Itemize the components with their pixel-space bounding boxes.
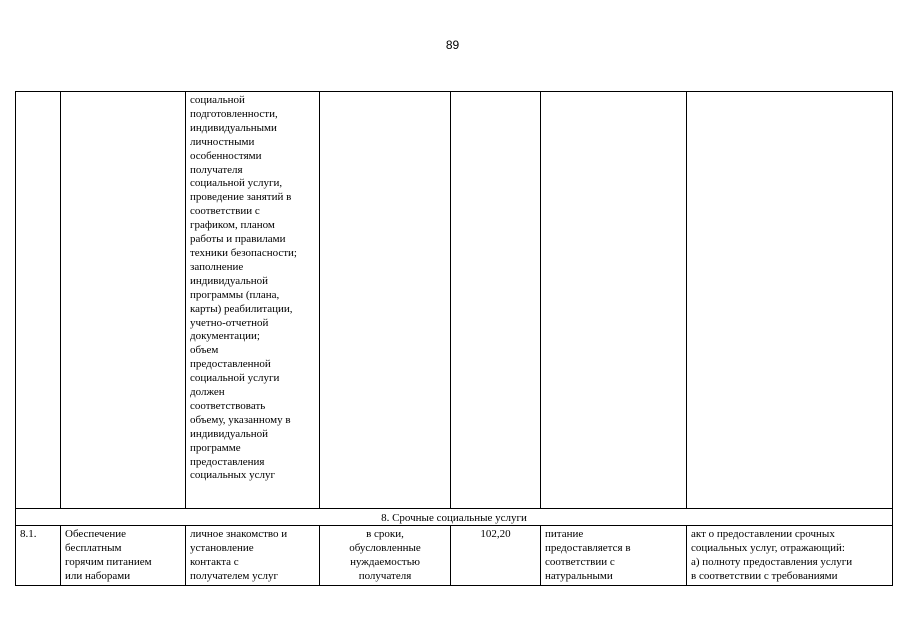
service-tariff: 102,20: [451, 526, 541, 586]
cell-tariff: [451, 92, 541, 509]
service-number: 8.1.: [16, 526, 61, 586]
services-table: [15, 91, 893, 586]
cell-number: [16, 92, 61, 509]
service-row: [16, 526, 893, 586]
section-header-row: [16, 509, 893, 526]
service-name: Обеспечение бесплатным горячим питанием или наборами: [61, 526, 186, 586]
cell-conditions: [541, 92, 687, 509]
service-description: личное знакомство и установление контакта с получателем услуг: [186, 526, 320, 586]
service-indicators: акт о предоставлении срочных социальных услуг, отражающий: а) полноту предоставления услуги в соответствии с требованиями: [687, 526, 893, 586]
cell-name: [61, 92, 186, 509]
continuation-row: [16, 92, 893, 509]
section-header: 8. Срочные социальные услуги: [16, 509, 893, 526]
cell-description: социальной подготовленности, индивидуальными личностными особенностями получателя социальной услуги, проведение занятий в соответствии с графиком, планом работы и правилами техники безопасности; заполнение индивидуальной программы (плана, карты) реабилитации, учетно-отчетной документации; объем предоставленной социальной услуги должен соответствовать объему, указанному в индивидуальной программе предоставления социальных услуг: [186, 92, 320, 509]
page-number: 89: [445, 38, 460, 52]
service-conditions: питание предоставляется в соответствии с натуральными: [541, 526, 687, 586]
cell-terms: [320, 92, 451, 509]
cell-indicators: [687, 92, 893, 509]
service-terms: в сроки, обусловленные нуждаемостью получателя: [320, 526, 451, 586]
